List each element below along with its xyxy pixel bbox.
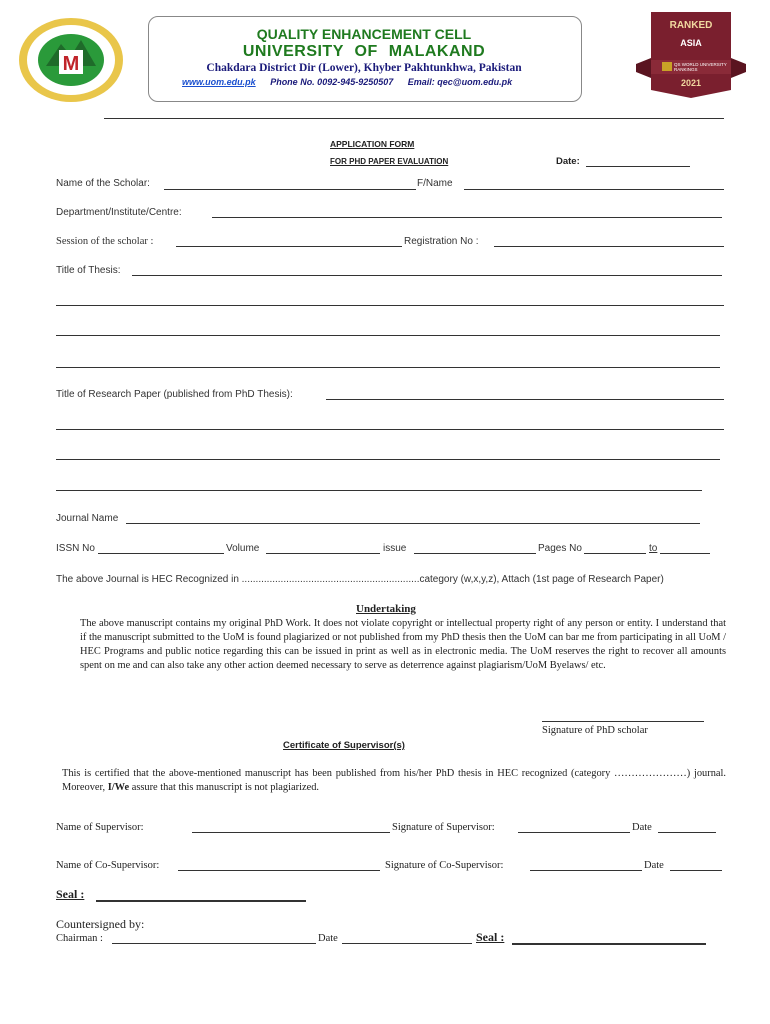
cell-title: QUALITY ENHANCEMENT CELL: [256, 26, 472, 42]
paper-field-1[interactable]: [326, 399, 724, 400]
issue-label: issue: [383, 543, 407, 554]
university-title: UNIVERSITY OF MALAKAND: [242, 43, 486, 60]
countersigned-label: Countersigned by:: [56, 917, 145, 931]
ranking-badge: [636, 12, 746, 98]
form-title: APPLICATION FORM: [330, 139, 415, 149]
cosupervisor-sig-label: Signature of Co-Supervisor:: [385, 860, 504, 871]
cosupervisor-date-label: Date: [644, 860, 664, 871]
paper-field-4[interactable]: [56, 490, 702, 491]
session-field[interactable]: [176, 246, 402, 247]
fname-field[interactable]: [464, 189, 724, 190]
badge-region: ASIA: [680, 38, 702, 48]
phone: Phone No. 0092-945-9250507: [270, 77, 394, 87]
reg-label: Registration No :: [404, 236, 479, 247]
supervisor-name-field[interactable]: [192, 832, 390, 833]
undertaking-heading: Undertaking: [356, 603, 416, 615]
chairman-date-label: Date: [318, 933, 338, 944]
certificate-body-pre: This is certified that the above-mentioned manuscript has been published from his/her PhD thesis in HEC recognized (category …………………) journal. Moreover,: [62, 768, 726, 793]
supervisor-date-field[interactable]: [658, 832, 716, 833]
supervisor-sig-label: Signature of Supervisor:: [392, 822, 495, 833]
issn-label: ISSN No: [56, 543, 95, 554]
supervisor-label: Name of Supervisor:: [56, 822, 144, 833]
badge-year: 2021: [680, 78, 702, 88]
pages-label: Pages No: [538, 543, 582, 554]
date-field[interactable]: [586, 166, 690, 167]
scholar-label: Name of the Scholar:: [56, 178, 150, 189]
chairman-seal-field[interactable]: [512, 943, 706, 945]
form-subtitle: FOR PHD PAPER EVALUATION: [330, 157, 449, 166]
paper-field-3[interactable]: [56, 459, 720, 460]
supervisor-sig-field[interactable]: [518, 832, 630, 833]
badge-brand: QS WORLD UNIVERSITY RANKINGS: [674, 62, 727, 72]
reg-field[interactable]: [494, 246, 724, 247]
certificate-body-post: assure that this manuscript is not plagiarized.: [129, 782, 319, 793]
volume-field[interactable]: [266, 553, 380, 554]
thesis-field-2[interactable]: [56, 305, 724, 306]
cosupervisor-sig-field[interactable]: [530, 870, 642, 871]
university-logo: [16, 16, 126, 104]
dept-field[interactable]: [212, 217, 722, 218]
header-rule: [104, 118, 724, 119]
thesis-label: Title of Thesis:: [56, 265, 121, 276]
scholar-field[interactable]: [164, 189, 416, 190]
thesis-field-4[interactable]: [56, 367, 720, 368]
dept-label: Department/Institute/Centre:: [56, 207, 182, 218]
chairman-field[interactable]: [112, 943, 316, 944]
chairman-label: Chairman :: [56, 933, 103, 944]
paper-field-2[interactable]: [56, 429, 724, 430]
journal-label: Journal Name: [56, 513, 119, 524]
issue-field[interactable]: [414, 553, 536, 554]
volume-label: Volume: [226, 543, 260, 554]
undertaking-body: The above manuscript contains my original PhD Work. It does not violate copyright or intellectual property right of any person or entity. I understand that if the manuscript submitted to the UoM is found plagiarized or not published from my PhD thesis then the UoM can bar me from participating in all UoM / HEC Programs and public notice regarding this can be issued in print as well as in electronic media. The UoM reserves the right to recover all amounts spent on me and can also take any other action deemed necessary to serve as deterrence against plagiarism/UoM Byelaws/ etc.: [80, 618, 726, 671]
pages-from-field[interactable]: [584, 553, 646, 554]
scholar-signature-line[interactable]: [542, 721, 704, 722]
supervisor-date-label: Date: [632, 822, 652, 833]
session-label: Session of the scholar :: [56, 236, 154, 247]
certificate-body: [62, 767, 726, 795]
pages-to-field[interactable]: [660, 553, 710, 554]
issn-field[interactable]: [98, 553, 224, 554]
cosupervisor-name-field[interactable]: [178, 870, 380, 871]
thesis-field-1[interactable]: [132, 275, 722, 276]
cosupervisor-date-field[interactable]: [670, 870, 722, 871]
journal-field[interactable]: [126, 523, 700, 524]
paper-label: Title of Research Paper (published from PhD Thesis):: [56, 389, 293, 400]
chairman-seal-label: Seal :: [476, 930, 505, 944]
certificate-heading: Certificate of Supervisor(s): [283, 740, 405, 751]
to-label: to: [649, 543, 658, 554]
seal-label: Seal :: [56, 887, 85, 901]
contact-line: [170, 77, 570, 87]
date-label: Date:: [556, 156, 580, 167]
cosupervisor-label: Name of Co-Supervisor:: [56, 860, 160, 871]
hec-statement: The above Journal is HEC Recognized in ................................................................category (w,x,y,z), Attach (1st page of Research Paper): [56, 574, 664, 585]
badge-ranked: RANKED: [669, 20, 713, 31]
logo-letter: M: [62, 53, 80, 75]
seal-field[interactable]: [96, 900, 306, 902]
thesis-field-3[interactable]: [56, 335, 720, 336]
email: Email: qec@uom.edu.pk: [407, 77, 513, 87]
fname-label: F/Name: [417, 178, 453, 189]
chairman-date-field[interactable]: [342, 943, 472, 944]
scholar-signature-label: Signature of PhD scholar: [542, 725, 648, 736]
certificate-body-bold: I/We: [107, 782, 130, 793]
website-link[interactable]: www.uom.edu.pk: [182, 77, 256, 87]
address: Chakdara District Dir (Lower), Khyber Pakhtunkhwa, Pakistan: [206, 62, 522, 74]
